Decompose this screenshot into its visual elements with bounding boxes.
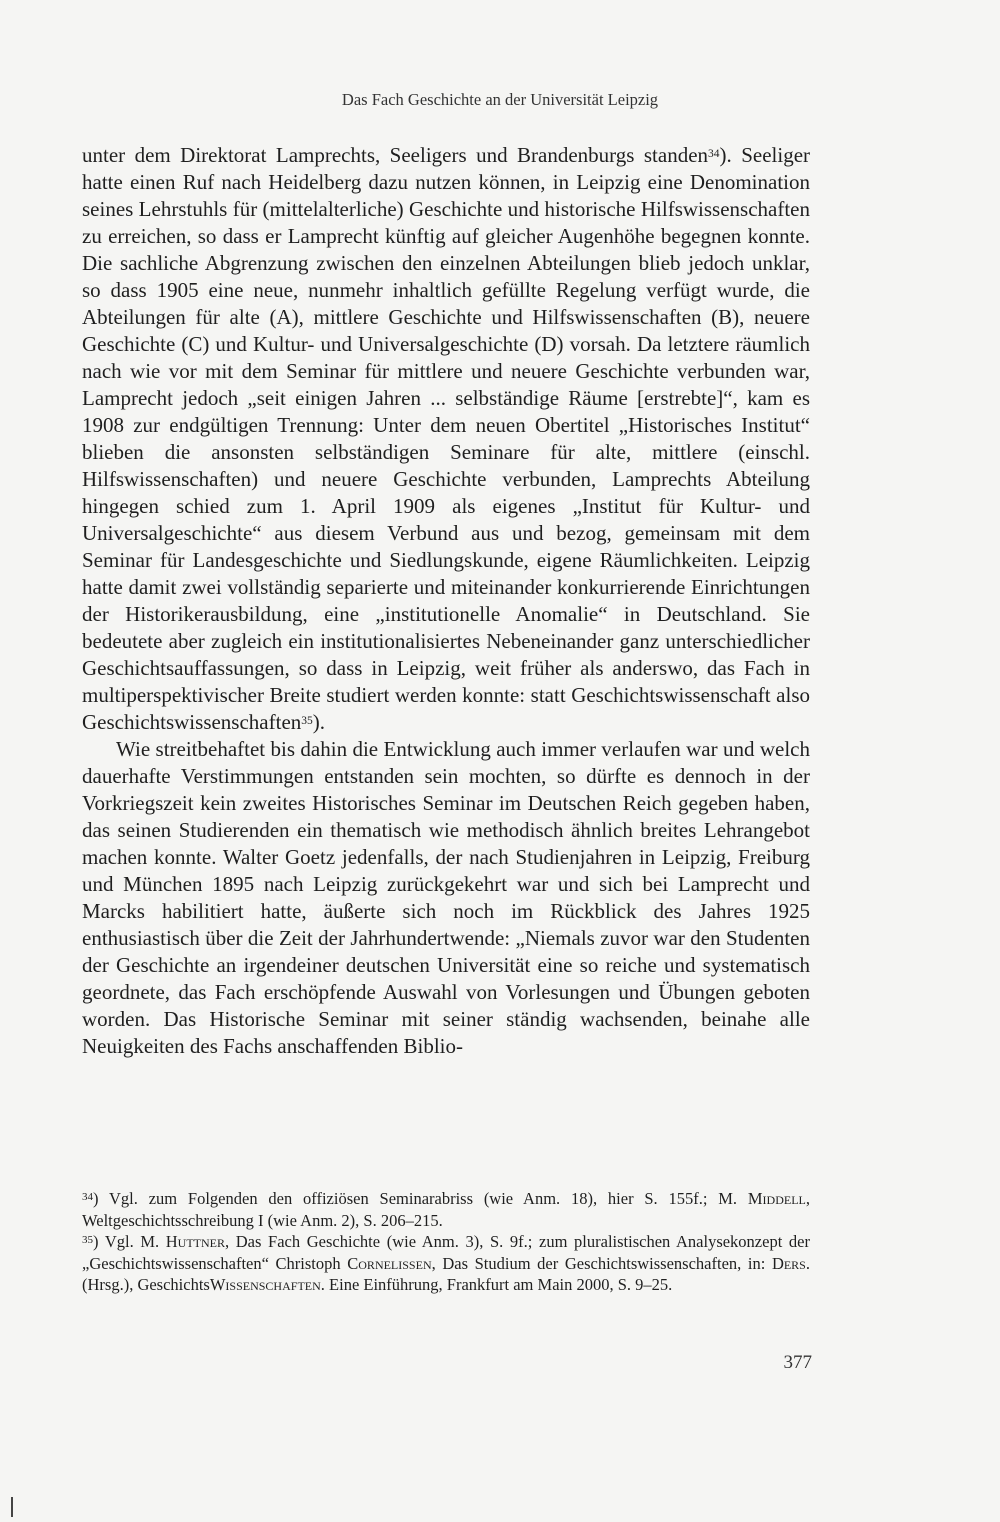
margin-mark [11,1497,13,1517]
author-name: Cornelißen [347,1253,432,1273]
footnote-text: ) Vgl. zum Folgenden den offiziösen Seminarabriss (wie Anm. 18), hier S. 155f.; M. [93,1189,748,1208]
footnote-text: (Hrsg.), Geschichts [82,1275,210,1294]
footnote-number: 35 [82,1234,93,1246]
page-number: 377 [783,1352,812,1373]
paragraph-1 [82,142,810,736]
footnote-text: ) Vgl. M. [93,1232,166,1251]
footnote-text: . Eine Einführung, Frankfurt am Main 2000, S. 9–25. [320,1275,673,1294]
paragraph-2: Wie streitbehaftet bis dahin die Entwicklung auch immer verlaufen war und welch dauerhafte Verstimmungen entstanden sein mochten, so dürfte es dennoch in der Vorkriegszeit kein zweites Historisches Seminar im Deutschen Reich gegeben haben, das seinen Studierenden ein thematisch wie methodisch ähnlich breites Lehrangebot machen konnte. Walter Goetz jedenfalls, der nach Studienjahren in Leipzig, Freiburg und München 1895 nach Leipzig zurückgekehrt war und sich bei Lamprecht und Marcks habilitiert hatte, äußerte sich noch im Rückblick des Jahres 1925 enthusiastisch über die Zeit der Jahrhundertwende: „Niemals zuvor war den Studenten der Geschichte an irgendeiner deutschen Universität eine so reiche und systematisch geordnete, das Fach erschöpfende Auswahl von Vorlesungen und Übungen geboten worden. Das Historische Seminar mit seiner ständig wachsenden, beinahe alle Neuigkeiten des Fachs anschaffenden Biblio- [82,737,810,1058]
footnote-ref-34: 34 [708,148,720,160]
footnote-text: , Das Fach Geschichte (wie Anm. 3), S. 9f.; zum pluralistischen Analysekonzept der „Geschichtswissenschaften“ Christoph [82,1232,810,1273]
footnotes [82,1188,810,1296]
footnote-text: , Weltgeschichtsschreibung I (wie Anm. 2), S. 206–215. [82,1189,810,1230]
footnote-text: , Das Studium der Geschichtswissenschaften, in: [431,1253,772,1273]
paragraph-1-text-end: ). [312,710,326,734]
paragraph-1-text-cont: ). Seeliger hatte einen Ruf nach Heidelberg dazu nutzen können, in Leipzig eine Denomination seines Lehrstuhls für (mittelalterliche) Geschichte und historische Hilfswissenschaften zu erreichen, so dass er Lamprecht künftig auf gleicher Augenhöhe begegnen konnte. Die sachliche Abgrenzung zwischen den einzelnen Abteilungen blieb jedoch unklar, so dass 1905 eine neue, nunmehr inhaltlich gefüllte Regelung verfügt wurde, die Abteilungen für alte (A), mittlere Geschichte und Hilfswissenschaften (B), neuere Geschichte (C) und Kultur- und Universalgeschichte (D) vorsah. Da letztere räumlich nach wie vor mit dem Seminar für mittlere und neuere Geschichte verbunden war, Lamprecht jedoch „seit einigen Jahren ... selbständige Räume [erstrebte]“, kam es 1908 zur endgültigen Trennung: Unter dem neuen Obertitel „Historisches Institut“ blieben die ansonsten selbständigen Seminare für alte, mittlere (einschl. Hilfswissenschaften) und neuere Geschichte verbunden, Lamprechts Abteilung hingegen schied zum 1. April 1909 als eigenes „Institut für Kultur- und Universalgeschichte“ aus diesem Verbund aus und bezog, gemeinsam mit dem Seminar für Landesgeschichte und Siedlungskunde, eigene Räumlichkeiten. Leipzig hatte damit zwei vollständig separierte und miteinander konkurrierende Einrichtungen der Historikerausbildung, eine „institutionelle Anomalie“ in Deutschland. Sie bedeutete aber zugleich ein institutionalisiertes Nebeneinander ganz unterschiedlicher Geschichtsauffassungen, so dass in Leipzig, weit früher als anderswo, das Fach in multiperspektivischer Breite studiert werden konnte: statt Geschichtswissenschaft also Geschichtswissenschaften [82,143,811,734]
paragraph-1-text: unter dem Direktorat Lamprechts, Seeligers und Brandenburgs standen [82,143,709,167]
footnote-number: 34 [82,1191,93,1203]
author-name: Ders. [771,1253,810,1273]
footnote-ref-35: 35 [301,715,313,727]
footnote-35 [82,1231,810,1296]
author-name: Huttner [165,1232,226,1251]
author-name: Middell [747,1189,806,1208]
running-head: Das Fach Geschichte an der Universität Leipzig [341,90,659,109]
title-smallcaps: Wissenschaften [209,1275,321,1294]
main-text [82,142,810,1060]
footnote-34 [82,1188,810,1231]
